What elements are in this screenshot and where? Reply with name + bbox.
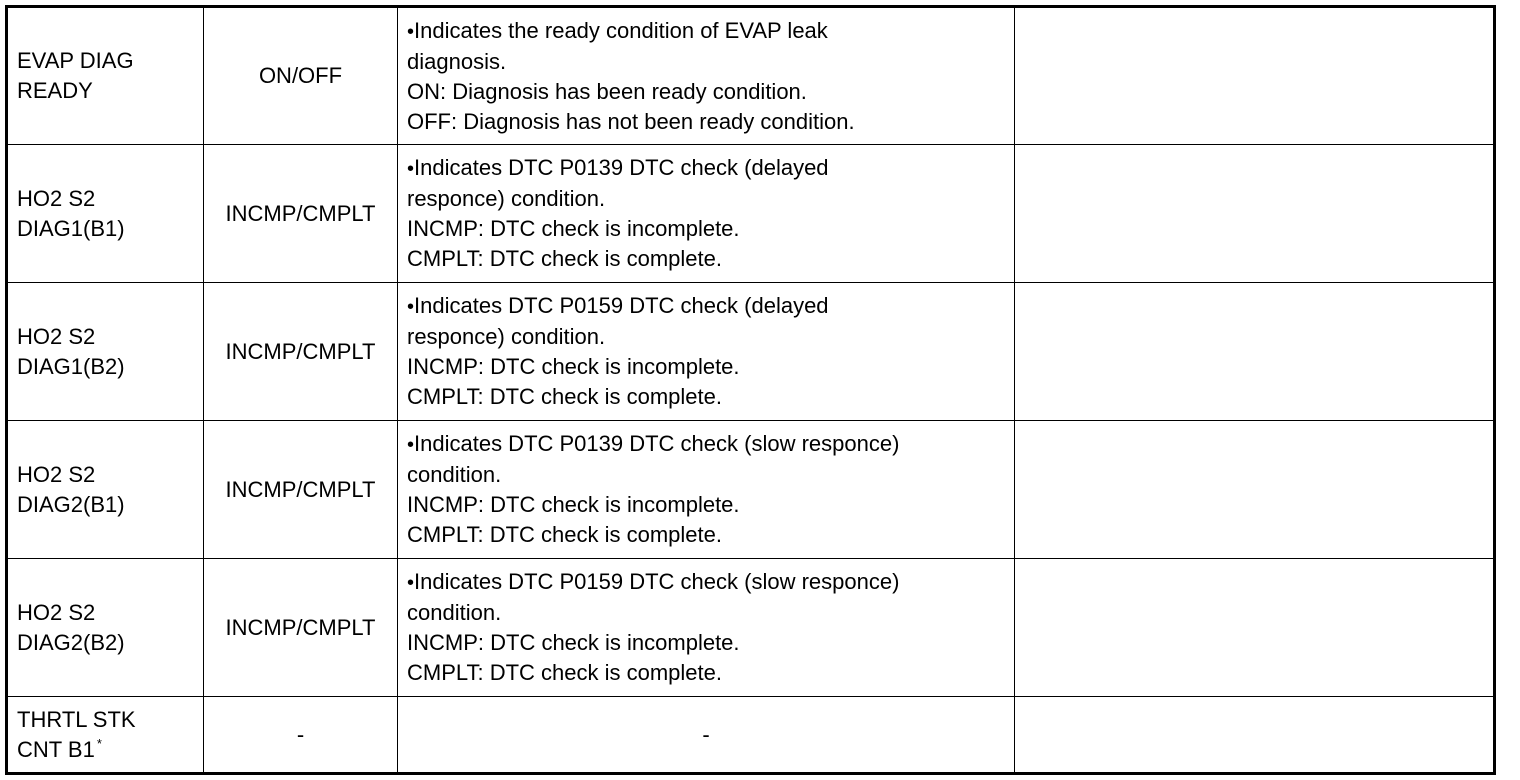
item-name-line: READY bbox=[17, 78, 93, 103]
description-text: - bbox=[702, 721, 710, 747]
item-cell bbox=[7, 283, 204, 421]
item-name-line: THRTL STK bbox=[17, 706, 136, 732]
description-line bbox=[407, 16, 1005, 47]
description-cell bbox=[398, 421, 1015, 559]
description-cell bbox=[398, 559, 1015, 697]
description-line: CMPLT: DTC check is complete. bbox=[407, 660, 723, 685]
description-cell bbox=[398, 145, 1015, 283]
reference-cell bbox=[1015, 421, 1495, 559]
description-line: INCMP: DTC check is incomplete. bbox=[407, 216, 740, 241]
condition-value: INCMP/CMPLT bbox=[225, 614, 376, 640]
bullet: • bbox=[407, 20, 415, 43]
reference-cell bbox=[1015, 145, 1495, 283]
description-line: diagnosis. bbox=[407, 48, 507, 74]
item-cell bbox=[7, 697, 204, 774]
table-row bbox=[7, 697, 1495, 774]
item-name-line: HO2 S2 bbox=[17, 185, 96, 211]
item-cell bbox=[7, 145, 204, 283]
description-line: responce) condition. bbox=[407, 186, 606, 211]
description-text: Indicates DTC P0159 DTC check (delayed bbox=[414, 293, 829, 318]
item-name-line: EVAP DIAG bbox=[17, 48, 134, 73]
description-line: CMPLT: DTC check is complete. bbox=[407, 246, 723, 271]
reference-cell bbox=[1015, 283, 1495, 421]
condition-value: INCMP/CMPLT bbox=[225, 338, 376, 364]
description-line: responce) condition. bbox=[407, 324, 606, 349]
condition-cell bbox=[204, 283, 398, 421]
item-name-text: CNT B1 bbox=[17, 736, 95, 762]
condition-value: - bbox=[296, 721, 305, 747]
data-monitor-table bbox=[5, 5, 1496, 775]
footnote-marker: * bbox=[96, 735, 102, 751]
item-name-line: HO2 S2 bbox=[17, 461, 96, 487]
description-line bbox=[407, 567, 1005, 598]
item-name-line: DIAG2(B1) bbox=[17, 491, 125, 517]
description-cell bbox=[398, 7, 1015, 145]
table-row bbox=[7, 145, 1495, 283]
item-name-line: HO2 S2 bbox=[17, 323, 96, 349]
description-line: condition. bbox=[407, 600, 502, 625]
description-line: INCMP: DTC check is incomplete. bbox=[407, 630, 740, 655]
table-row bbox=[7, 559, 1495, 697]
description-line bbox=[407, 429, 1005, 460]
description-text: Indicates DTC P0139 DTC check (slow responce) bbox=[414, 431, 900, 456]
description-line: INCMP: DTC check is incomplete. bbox=[407, 492, 740, 517]
table-row bbox=[7, 283, 1495, 421]
description-line: INCMP: DTC check is incomplete. bbox=[407, 354, 740, 379]
description-text: Indicates DTC P0139 DTC check (delayed bbox=[414, 155, 829, 180]
reference-cell bbox=[1015, 697, 1495, 774]
description-line: condition. bbox=[407, 462, 502, 487]
item-cell bbox=[7, 421, 204, 559]
condition-value: INCMP/CMPLT bbox=[225, 476, 376, 502]
description-line: CMPLT: DTC check is complete. bbox=[407, 522, 723, 547]
description-line: OFF: Diagnosis has not been ready condition. bbox=[407, 108, 855, 134]
condition-cell bbox=[204, 421, 398, 559]
reference-cell bbox=[1015, 559, 1495, 697]
condition-value: ON/OFF bbox=[258, 63, 343, 88]
bullet: • bbox=[407, 434, 415, 456]
condition-cell bbox=[204, 559, 398, 697]
table-row bbox=[7, 421, 1495, 559]
item-name-line: DIAG1(B1) bbox=[17, 215, 125, 241]
item-name-line bbox=[17, 735, 194, 765]
description-line bbox=[407, 291, 1005, 322]
condition-cell bbox=[204, 145, 398, 283]
item-name-line: DIAG2(B2) bbox=[17, 629, 125, 655]
description-cell bbox=[398, 697, 1015, 774]
description-line bbox=[407, 153, 1005, 184]
item-name-line: HO2 S2 bbox=[17, 599, 96, 625]
item-name-line: DIAG1(B2) bbox=[17, 353, 125, 379]
bullet: • bbox=[407, 158, 415, 180]
description-line: ON: Diagnosis has been ready condition. bbox=[407, 78, 807, 104]
condition-cell bbox=[204, 7, 398, 145]
item-cell bbox=[7, 559, 204, 697]
description-cell bbox=[398, 283, 1015, 421]
item-cell bbox=[7, 7, 204, 145]
description-line: CMPLT: DTC check is complete. bbox=[407, 384, 723, 409]
table-row bbox=[7, 7, 1495, 145]
description-text: Indicates DTC P0159 DTC check (slow responce) bbox=[414, 569, 900, 594]
condition-value: INCMP/CMPLT bbox=[225, 200, 376, 226]
bullet: • bbox=[407, 572, 415, 594]
description-text: Indicates the ready condition of EVAP leak bbox=[414, 17, 828, 43]
bullet: • bbox=[407, 296, 415, 318]
reference-cell bbox=[1015, 7, 1495, 145]
condition-cell bbox=[204, 697, 398, 774]
